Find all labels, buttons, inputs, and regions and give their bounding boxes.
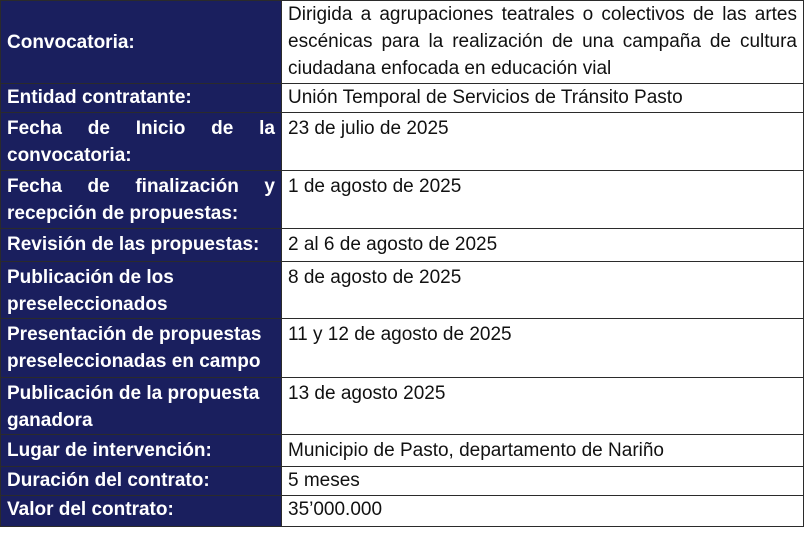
row-label: Entidad contratante: — [1, 84, 282, 113]
table-row — [1, 435, 804, 467]
row-label: Revisión de las propuestas: — [1, 229, 282, 262]
table-row — [1, 1, 804, 84]
row-value: 35’000.000 — [282, 496, 804, 527]
row-label: Duración del contrato: — [1, 467, 282, 496]
row-value: Municipio de Pasto, departamento de Nariño — [282, 435, 804, 467]
row-label: Publicación de la propuesta ganadora — [1, 378, 282, 435]
table-row — [1, 319, 804, 378]
row-label: Publicación de los preseleccionados — [1, 262, 282, 319]
row-label: Fecha de finalización y recepción de propuestas: — [1, 171, 282, 229]
row-value: Dirigida a agrupaciones teatrales o colectivos de las artes escénicas para la realización de una campaña de cultura ciudadana enfocada en educación vial — [282, 1, 804, 84]
row-label: Presentación de propuestas preseleccionadas en campo — [1, 319, 282, 378]
row-value: 23 de julio de 2025 — [282, 113, 804, 171]
row-value: 8 de agosto de 2025 — [282, 262, 804, 319]
table-row — [1, 229, 804, 262]
row-label: Lugar de intervención: — [1, 435, 282, 467]
row-label: Convocatoria: — [1, 1, 282, 84]
row-label: Valor del contrato: — [1, 496, 282, 527]
table-row — [1, 262, 804, 319]
table-row — [1, 467, 804, 496]
row-value: Unión Temporal de Servicios de Tránsito Pasto — [282, 84, 804, 113]
row-value: 2 al 6 de agosto de 2025 — [282, 229, 804, 262]
table-row — [1, 378, 804, 435]
table-row — [1, 84, 804, 113]
row-value: 5 meses — [282, 467, 804, 496]
row-value: 1 de agosto de 2025 — [282, 171, 804, 229]
table-row — [1, 171, 804, 229]
row-value: 11 y 12 de agosto de 2025 — [282, 319, 804, 378]
table-row — [1, 113, 804, 171]
table-row — [1, 496, 804, 527]
row-label: Fecha de Inicio de la convocatoria: — [1, 113, 282, 171]
row-value: 13 de agosto 2025 — [282, 378, 804, 435]
